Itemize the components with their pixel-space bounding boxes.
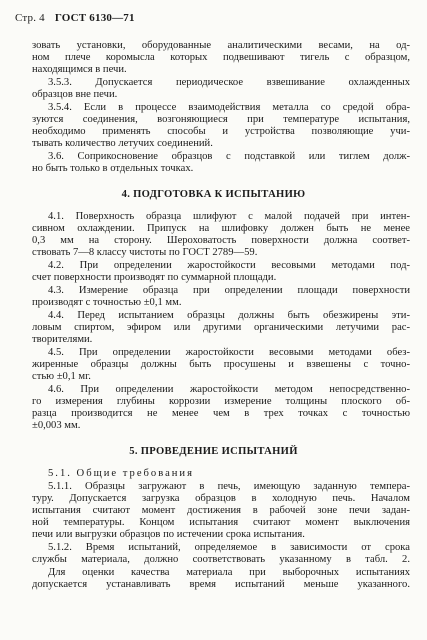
text-line: ном плече коромысла которых подвешивают тигель с образцом, (32, 52, 410, 63)
text-line: туру. Допускается загрузка образцов в холодную печь. Началом (32, 493, 410, 504)
text-line: 3.5.3. Допускается периодическое взвешивание охлажденных (48, 77, 410, 88)
text-line: 4.1. Поверхность образца шлифуют с малой подачей при интен- (48, 211, 410, 222)
section-heading: 5. ПРОВЕДЕНИЕ ИСПЫТАНИЙ (129, 446, 298, 457)
text-line: испытания считают момент достижения в рабочей зоне печи задан- (32, 505, 410, 516)
text-line: ствовать 7—8 классу чистоты по ГОСТ 2789—59. (32, 247, 258, 258)
text-line: 5.1.2. Время испытаний, определяемое в зависимости от срока (48, 542, 410, 553)
text-line: 4.2. При определении жаростойкости весовыми методами под- (48, 260, 410, 271)
text-line: зовать установки, оборудованные аналитическими весами, на од- (32, 40, 410, 51)
text-line: счет поверхности производят по суммарной площади. (32, 272, 277, 283)
text-line: допускается устанавливать время испытаний меньше указанного. (32, 579, 410, 590)
text-line: необходимо применять способы и устройства позволяющие учи- (32, 126, 410, 137)
text-line: 0,3 мм на сторону. Шероховатость поверхности должна соответ- (32, 235, 410, 246)
text-line: ±0,003 мм. (32, 420, 81, 431)
text-line: сивном охлаждении. Припуск на шлифовку должен быть не менее (32, 223, 410, 234)
text-line: жиренные образцы должны быть просушены и взвешены с точно- (32, 359, 410, 370)
text-line: ловым спиртом, эфиром или другими органическими летучими рас- (32, 322, 410, 333)
text-line: стью ±0,1 мг. (32, 371, 91, 382)
text-line: службы материала, должно соответствовать указанному в табл. 2. (32, 554, 410, 565)
text-line: разца производится не менее чем в трех точках с точностью (32, 408, 410, 419)
page-number: Стр. 4 (15, 12, 45, 24)
text-line: образцов вне печи. (32, 89, 118, 100)
text-line: творителями. (32, 334, 93, 345)
text-line: 4.4. Перед испытанием образцы должны быть обезжирены эти- (48, 310, 410, 321)
text-line: но быть только в отдельных точках. (32, 163, 194, 174)
text-line: зуются соединения, возгоняющиеся при температуре испытания, (32, 114, 410, 125)
standard-code: ГОСТ 6130—71 (54, 12, 135, 24)
text-line: 3.6. Соприкосновение образцов с подставкой или тиглем долж- (48, 151, 410, 162)
section-heading: 4. ПОДГОТОВКА К ИСПЫТАНИЮ (121, 189, 306, 200)
text-line: 4.3. Измерение образца при определении площади поверхности (48, 285, 410, 296)
text-line: 5.1.1. Образцы загружают в печь, имеющую заданную темпера- (48, 481, 410, 492)
text-line: производят с точностью ±0,1 мм. (32, 297, 182, 308)
text-line: находящимся в печи. (32, 64, 127, 75)
text-line: тывать количество летучих соединений. (32, 138, 213, 149)
text-line: Для оценки качества материала при выборочных испытаниях (48, 567, 410, 578)
text-line: печи или выгрузки образцов по истечении срока испытания. (32, 529, 305, 540)
text-line: го измерения глубины коррозии измерение толщины плоского об- (32, 396, 410, 407)
text-line: 4.5. При определении жаростойкости весовыми методами обез- (48, 347, 410, 358)
text-line: ной температуры. Концом испытания считают момент выключения (32, 517, 410, 528)
text-line: 4.6. При определении жаростойкости методом непосредственно- (48, 384, 410, 395)
text-line: 3.5.4. Если в процессе взаимодействия металла со средой обра- (48, 102, 410, 113)
page-header (15, 12, 135, 24)
subsection-heading: 5.1. Общие требования (48, 468, 194, 479)
